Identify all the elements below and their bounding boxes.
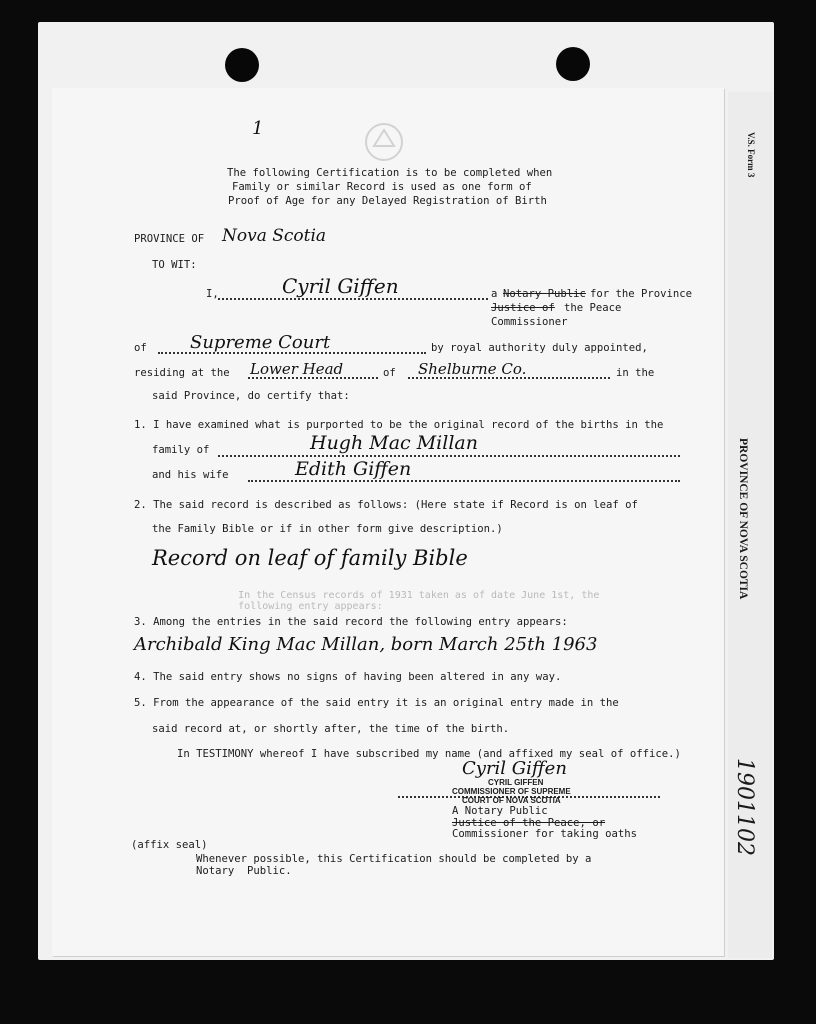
- to-wit-label: TO WIT:: [152, 259, 197, 271]
- bleed-through-text: In the Census records of 1931 taken as of date June 1st, the following entry appears:: [238, 590, 600, 612]
- signer-option-justice: Justice of the Peace, or: [452, 817, 606, 829]
- family-label: family of: [152, 444, 210, 456]
- declarant-name: Cyril Giffen: [282, 274, 399, 298]
- role-commissioner: Commissioner: [491, 316, 568, 328]
- header-line-2: Family or similar Record is used as one form of: [232, 181, 532, 193]
- dotted-line: [218, 455, 680, 457]
- dotted-line: [248, 480, 680, 482]
- province-value: Nova Scotia: [222, 226, 327, 246]
- item-3-text: 3. Among the entries in the said record the following entry appears:: [134, 616, 568, 628]
- item-2-line-2: the Family Bible or if in other form give description.): [152, 523, 503, 535]
- item-4-text: 4. The said entry shows no signs of having been altered in any way.: [134, 671, 562, 683]
- signature-handwritten: Cyril Giffen: [462, 758, 567, 779]
- signer-option-notary: A Notary Public: [452, 805, 548, 817]
- of-label: of: [134, 342, 147, 354]
- affix-seal-label: (affix seal): [131, 839, 208, 851]
- family-name: Hugh Mac Millan: [310, 432, 478, 454]
- role-notary-struck: Notary Public: [503, 288, 586, 300]
- residence-place: Lower Head: [250, 360, 344, 378]
- in-the-label: in the: [616, 367, 655, 379]
- crest-icon: [360, 118, 408, 166]
- footer-note-1: Whenever possible, this Certification should be completed by a: [196, 853, 592, 865]
- page-mark: 1: [252, 118, 264, 139]
- role-a: a: [491, 288, 498, 300]
- role-suffix: for the Province: [590, 288, 693, 300]
- province-side-title: PROVINCE OF NOVA SCOTIA: [737, 438, 749, 600]
- punch-hole-right: [556, 47, 590, 81]
- role-justice-struck: Justice of: [491, 302, 555, 314]
- wife-name: Edith Giffen: [295, 458, 412, 480]
- dotted-line: [248, 377, 378, 379]
- of-label-2: of: [383, 367, 396, 379]
- punch-hole-left: [225, 48, 259, 82]
- item-5-line-2: said record at, or shortly after, the time of the birth.: [152, 723, 510, 735]
- county-name: Shelburne Co.: [418, 360, 527, 378]
- birth-entry: Archibald King Mac Millan, born March 25th 1963: [134, 634, 598, 655]
- header-line-3: Proof of Age for any Delayed Registration of Birth: [228, 195, 547, 207]
- header-line-1: The following Certification is to be completed when: [227, 167, 553, 179]
- form-code-label: V.S. Form 3: [746, 132, 756, 178]
- certify-line: said Province, do certify that:: [152, 390, 350, 402]
- dotted-line: [408, 377, 610, 379]
- role-justice-suffix: the Peace: [564, 302, 622, 314]
- record-description: Record on leaf of family Bible: [152, 546, 468, 570]
- testimony-text: In TESTIMONY whereof I have subscribed my name (and affixed my seal of office.): [177, 748, 681, 760]
- item-5-line-1: 5. From the appearance of the said entry it is an original entry made in the: [134, 697, 619, 709]
- item-1-text: 1. I have examined what is purported to be the original record of the births in the: [134, 419, 664, 431]
- item-2-line-1: 2. The said record is described as follows: (Here state if Record is on leaf of: [134, 499, 638, 511]
- dotted-line: [218, 298, 488, 300]
- court-name: Supreme Court: [190, 332, 331, 353]
- authority-text: by royal authority duly appointed,: [431, 342, 648, 354]
- declarant-prefix: I,: [206, 288, 219, 300]
- stamp-court: COURT OF NOVA SCOTIA: [462, 796, 561, 805]
- handwritten-record-number: 1901102: [732, 758, 757, 856]
- wife-label: and his wife: [152, 469, 229, 481]
- footer-note-2: Notary Public.: [196, 865, 292, 877]
- residing-label: residing at the: [134, 367, 230, 379]
- signer-option-commissioner: Commissioner for taking oaths: [452, 828, 637, 840]
- stamp-name: CYRIL GIFFEN: [488, 778, 544, 787]
- stamp-title: COMMISSIONER OF SUPREME: [452, 787, 571, 796]
- province-label: PROVINCE OF: [134, 233, 205, 245]
